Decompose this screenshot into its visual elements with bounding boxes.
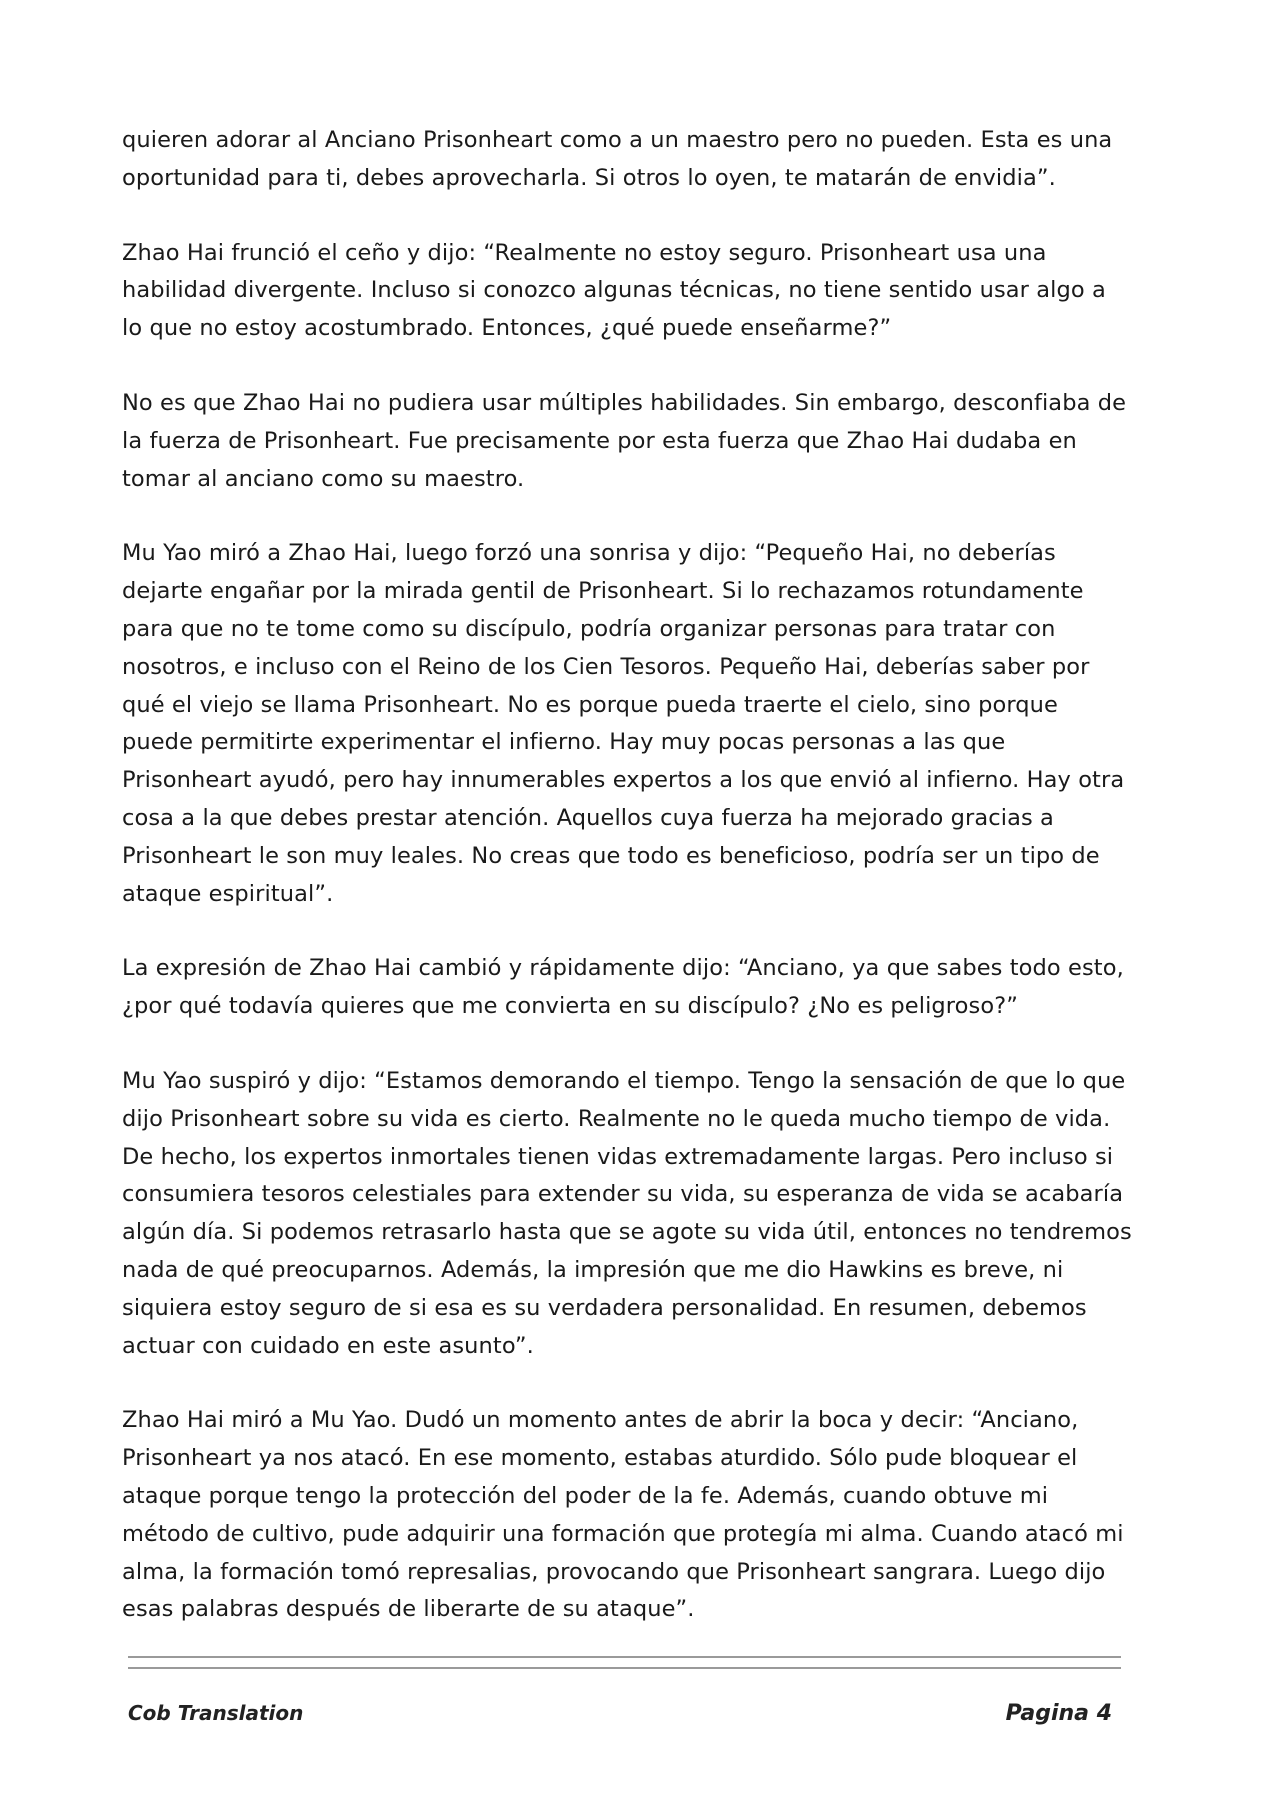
paragraph: Mu Yao miró a Zhao Hai, luego forzó una sonrisa y dijo: “Pequeño Hai, no deberías dejarte engañar por la mirada gentil de Prisonheart. Si lo rechazamos rotundamente para que no te tome como su discípulo, podría organizar personas para tratar con nosotros, e incluso con el Reino de los Cien Tesoros. Pequeño Hai, deberías saber por qué el viejo se llama Prisonheart. No es porque pueda traerte el cielo, sino porque puede permitirte experimentar el infierno. Hay muy pocas personas a las que Prisonheart ayudó, pero hay innumerables expertos a los que envió al infierno. Hay otra cosa a la que debes prestar atención. Aquellos cuya fuerza ha mejorado gracias a Prisonheart le son muy leales. No creas que todo es beneficioso, podría ser un tipo de ataque espiritual”. bbox=[122, 540, 1125, 907]
page-number: Pagina 4 bbox=[1005, 1701, 1112, 1726]
footer-divider bbox=[128, 1667, 1121, 1669]
footer-divider bbox=[128, 1656, 1121, 1658]
paragraph: Mu Yao suspiró y dijo: “Estamos demorando el tiempo. Tengo la sensación de que lo que dijo Prisonheart sobre su vida es cierto. Realmente no le queda mucho tiempo de vida. De hecho, los expertos inmortales tienen vidas extremadamente largas. Pero incluso si consumiera tesoros celestiales para extender su vida, su esperanza de vida se acabaría algún día. Si podemos retrasarlo hasta que se agote su vida útil, entonces no tendremos nada de qué preocuparnos. Además, la impresión que me dio Hawkins es breve, ni siquiera estoy seguro de si esa es su verdadera personalidad. En resumen, debemos actuar con cuidado en este asunto”. bbox=[122, 1067, 1132, 1359]
paragraph: No es que Zhao Hai no pudiera usar múltiples habilidades. Sin embargo, desconfiaba de la fuerza de Prisonheart. Fue precisamente por esta fuerza que Zhao Hai dudaba en tomar al anciano como su maestro. bbox=[122, 389, 1127, 492]
paragraph: Zhao Hai frunció el ceño y dijo: “Realmente no estoy seguro. Prisonheart usa una habilidad divergente. Incluso si conozco algunas técnicas, no tiene sentido usar algo a lo que no estoy acostumbrado. Entonces, ¿qué puede enseñarme?” bbox=[122, 239, 1106, 342]
paragraph: Zhao Hai miró a Mu Yao. Dudó un momento antes de abrir la boca y decir: “Anciano, Prisonheart ya nos atacó. En ese momento, estabas aturdido. Sólo pude bloquear el ataque porque tengo la protección del poder de la fe. Además, cuando obtuve mi método de cultivo, pude adquirir una formación que protegía mi alma. Cuando atacó mi alma, la formación tomó represalias, provocando que Prisonheart sangrara. Luego dijo esas palabras después de liberarte de su ataque”. bbox=[122, 1407, 1124, 1623]
paragraph: La expresión de Zhao Hai cambió y rápidamente dijo: “Anciano, ya que sabes todo esto, ¿por qué todavía quieres que me convierta en su discípulo? ¿No es peligroso?” bbox=[122, 955, 1124, 1020]
body-text bbox=[122, 122, 1132, 1666]
footer-credit: Cob Translation bbox=[128, 1701, 304, 1725]
paragraph: quieren adorar al Anciano Prisonheart como a un maestro pero no pueden. Esta es una oportunidad para ti, debes aprovecharla. Si otros lo oyen, te matarán de envidia”. bbox=[122, 127, 1113, 191]
